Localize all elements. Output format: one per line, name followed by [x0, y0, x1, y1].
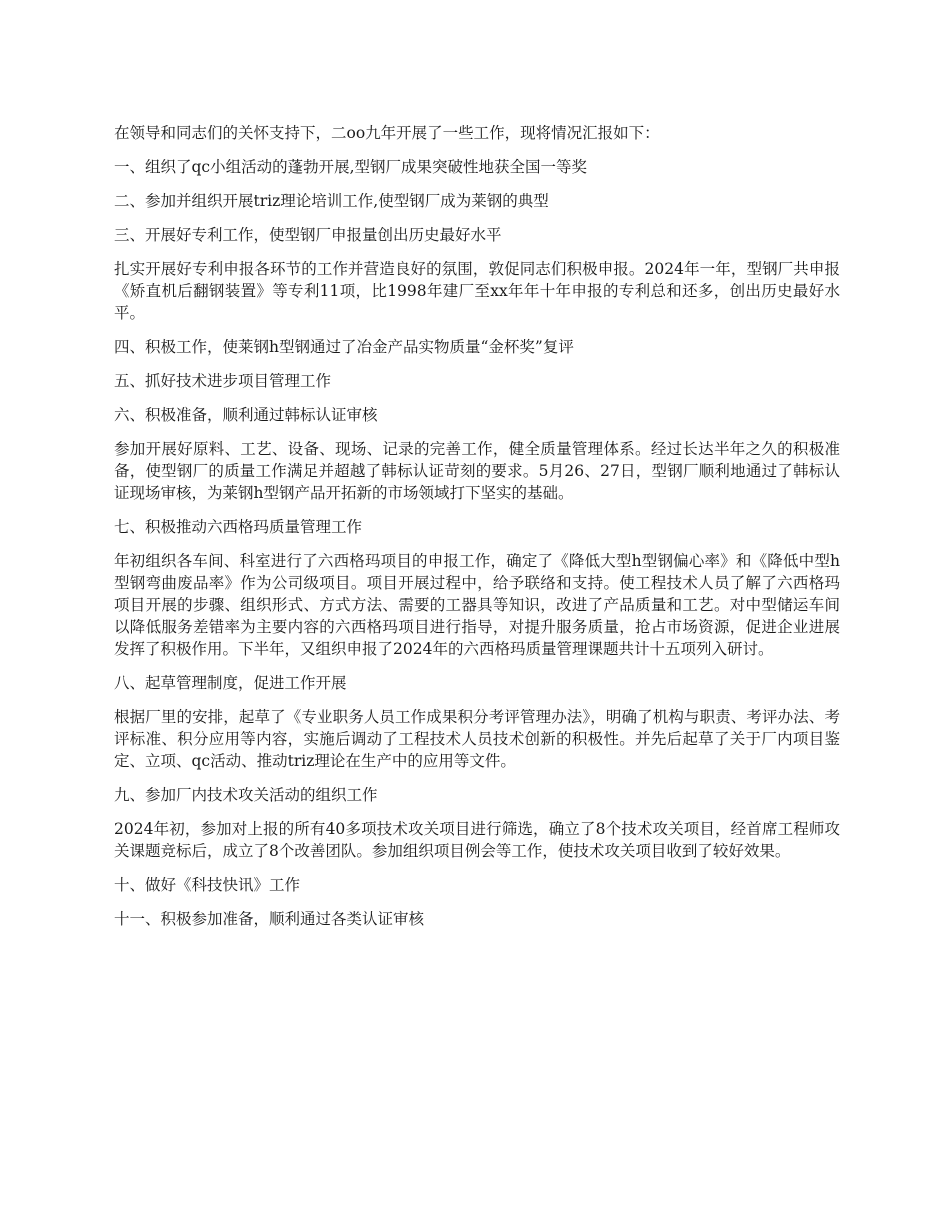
section-8-body: 根据厂里的安排，起草了《专业职务人员工作成果积分考评管理办法》，明确了机构与职责、考评办法、考评标准、积分应用等内容，实施后调动了工程技术人员技术创新的积极性。并先后起草了关于厂内项目鉴定、立项、qc活动、推动triz理论在生产中的应用等文件。	[114, 708, 840, 770]
section-9-body: 2024年初，参加对上报的所有40多项技术攻关项目进行筛选，确立了8个技术攻关项目，经首席工程师攻关课题竞标后，成立了8个改善团队。参加组织项目例会等工作，使技术攻关项目收到了较好效果。	[114, 820, 840, 860]
section-heading-6: 六、积极准备，顺利通过韩标认证审核	[114, 406, 378, 424]
section-heading-3: 三、开展好专利工作，使型钢厂申报量创出历史最好水平	[114, 226, 502, 244]
section-7-body: 年初组织各车间、科室进行了六西格玛项目的申报工作，确定了《降低大型h型钢偏心率》和《降低中型h型钢弯曲废品率》作为公司级项目。项目开展过程中，给予联络和支持。使工程技术人员了解了六西格玛项目开展的步骤、组织形式、方式方法、需要的工器具等知识，改进了产品质量和工艺。对中型储运车间以降低服务差错率为主要内容的六西格玛项目进行指导，对提升服务质量，抢占市场资源，促进企业进展发挥了积极作用。下半年，又组织申报了2024年的六西格玛质量管理课题共计十五项列入研讨。	[114, 552, 840, 658]
document-body	[114, 122, 840, 942]
section-heading-5: 五、抓好技术进步项目管理工作	[114, 372, 332, 390]
section-6-body: 参加开展好原料、工艺、设备、现场、记录的完善工作，健全质量管理体系。经过长达半年之久的积极准备，使型钢厂的质量工作满足并超越了韩标认证苛刻的要求。5月26、27日，型钢厂顺利地通过了韩标认证现场审核，为莱钢h型钢产品开拓新的市场领域打下坚实的基础。	[114, 440, 840, 502]
section-heading-8: 八、起草管理制度，促进工作开展	[114, 674, 347, 692]
section-heading-4: 四、积极工作，使莱钢h型钢通过了冶金产品实物质量“金杯奖”复评	[114, 338, 574, 356]
section-heading-10: 十、做好《科技快讯》工作	[114, 876, 301, 894]
section-3-body: 扎实开展好专利申报各环节的工作并营造良好的氛围，敦促同志们积极申报。2024年一年，型钢厂共申报《矫直机后翻钢装置》等专利11项，比1998年建厂至xx年年十年申报的专利总和还多，创出历史最好水平。	[114, 260, 840, 322]
section-heading-2: 二、参加并组织开展triz理论培训工作,使型钢厂成为莱钢的典型	[114, 192, 549, 210]
section-heading-1: 一、组织了qc小组活动的蓬勃开展,型钢厂成果突破性地获全国一等奖	[114, 158, 588, 176]
section-heading-7: 七、积极推动六西格玛质量管理工作	[114, 518, 363, 536]
section-heading-9: 九、参加厂内技术攻关活动的组织工作	[114, 786, 378, 804]
section-heading-11: 十一、积极参加准备，顺利通过各类认证审核	[114, 910, 425, 928]
intro-paragraph: 在领导和同志们的关怀支持下，二oo九年开展了一些工作，现将情况汇报如下：	[114, 124, 660, 142]
